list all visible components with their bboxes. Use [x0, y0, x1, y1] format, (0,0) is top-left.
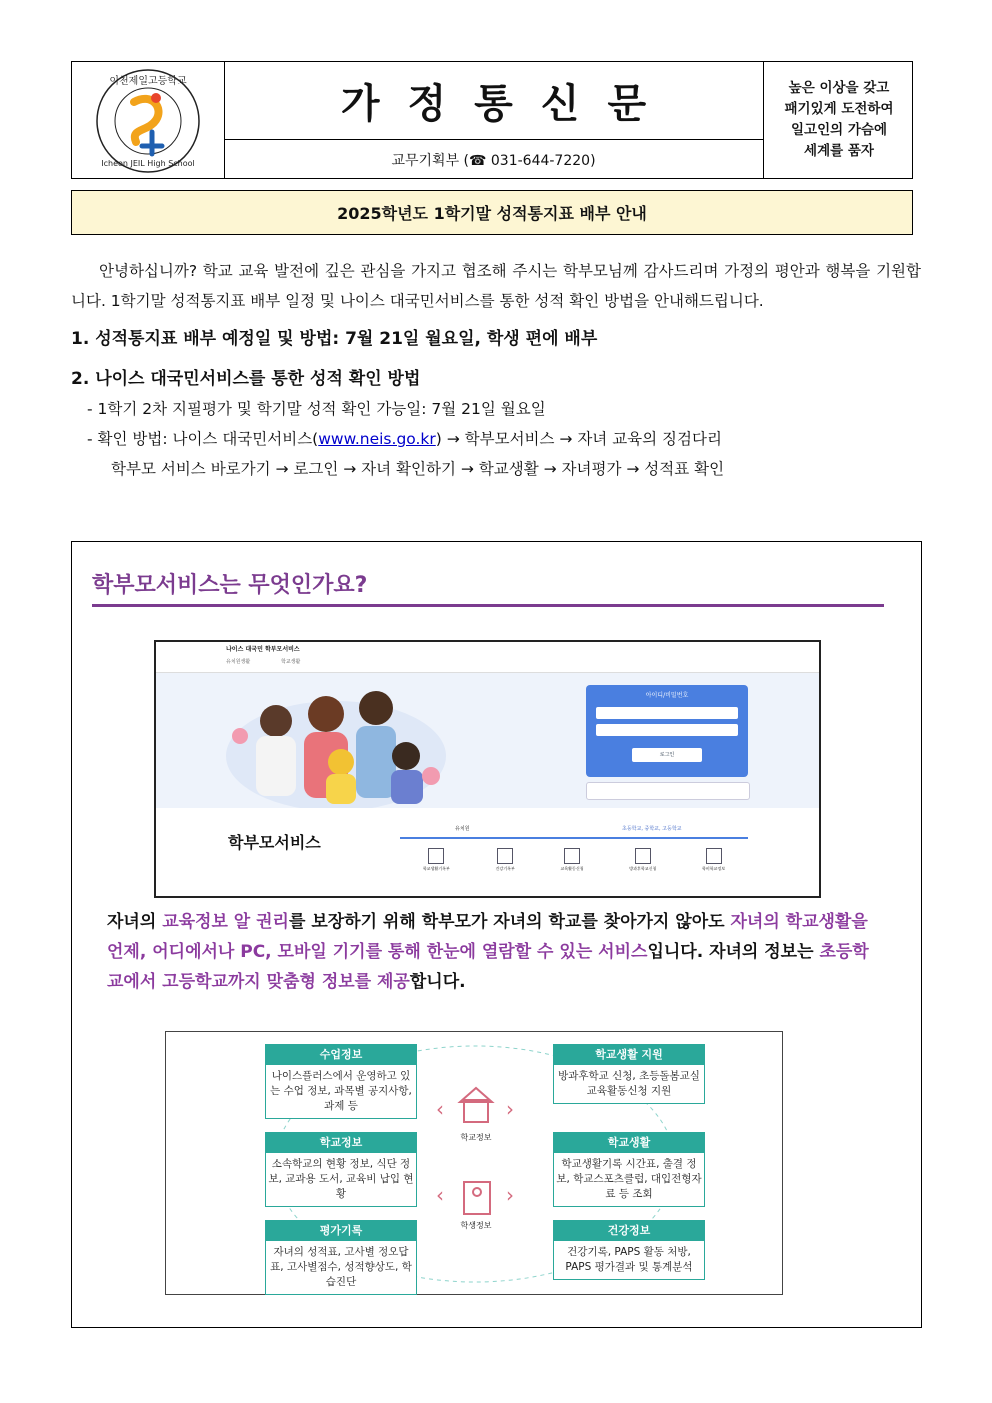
center-label-student: 학생정보 [460, 1221, 492, 1230]
bullet-method-continued: 학부모 서비스 바로가기 → 로그인 → 자녀 확인하기 → 학교생활 → 자녀평가 → 성적표 확인 [111, 460, 725, 478]
service-description [107, 907, 871, 997]
card-school-info: 학교정보 소속학교의 현황 정보, 식단 정보, 교과용 도서, 교육비 납입 현황 [265, 1132, 417, 1207]
id-input[interactable] [596, 707, 738, 719]
desc-text: 입니다. 자녀의 정보는 [647, 942, 820, 962]
svc-icon-4[interactable]: 방과후학교신청 [629, 848, 656, 872]
screenshot-menu-2: 학교생활 [281, 659, 301, 665]
svc-icon-1[interactable]: 학교생활기록부 [423, 848, 450, 872]
login-button[interactable]: 로그인 [632, 748, 702, 762]
password-input[interactable] [596, 724, 738, 736]
desc-text: 를 보장하기 위해 학부모가 자녀의 학교를 찾아가지 않아도 [288, 912, 731, 932]
page-title: 가정통신문 [224, 62, 763, 140]
highlight-text: 초등학교에서 고등학교까지 맞춤형 정보를 제공 [107, 942, 869, 992]
card-school-support: 학교생활 지원 방과후학교 신청, 초등돌봄교실 교육활동신청 지원 [553, 1044, 705, 1104]
svg-text:›: › [506, 1183, 514, 1207]
service-screenshot [154, 640, 821, 898]
svc-icon-5[interactable]: 학비학교정보 [702, 848, 725, 872]
bullet-date: - 1학기 2차 지필평가 및 학기말 성적 확인 가능일: 7월 21일 월요일 [87, 400, 546, 418]
body-text [71, 256, 921, 484]
screenshot-menu-1: 유치원생활 [226, 659, 251, 665]
school-motto: 높은 이상을 갖고 패기있게 도전하여 일고인의 가슴에 세계를 품자 [784, 80, 894, 159]
school-logo [72, 62, 225, 178]
svg-text:‹: ‹ [436, 1183, 444, 1207]
highlight-text: 교육정보 알 권리 [162, 912, 289, 932]
tab-schools[interactable]: 초등학교, 중학교, 고등학교 [622, 826, 682, 832]
tab-kindergarten[interactable]: 유치원 [455, 826, 470, 832]
login-title: 아이디/비밀번호 [645, 692, 689, 699]
neis-link[interactable]: www.neis.go.kr [318, 430, 436, 448]
intro-paragraph: 안녕하십니까? 학교 교육 발전에 깊은 관심을 가지고 협조해 주시는 학부모님께 감사드리며 가정의 평안과 행복을 기원합니다. 1학기말 성적통지표 배부 일정 및 나이스 대국민서비스를 통한 성적 확인 방법을 안내해드립니다. [71, 262, 921, 310]
svg-text:Icheon JEIL High School: Icheon JEIL High School [101, 159, 195, 168]
svc-icon-3[interactable]: 교육활동신청 [560, 848, 583, 872]
card-health: 건강정보 건강기록, PAPS 활동 처방, PAPS 평가결과 및 통계분석 [553, 1220, 705, 1280]
highlight-text: 자녀의 학교생활을 언제, 어디에서나 PC, 모바일 기기를 통해 한눈에 열람할 수 있는 서비스 [107, 912, 868, 962]
svg-text:‹: ‹ [436, 1097, 444, 1121]
info-diagram [165, 1031, 783, 1295]
card-class-info: 수업정보 나이스플러스에서 운영하고 있는 수업 정보, 과목별 공지사항, 과제 등 [265, 1044, 417, 1119]
notice-banner: 2025학년도 1학기말 성적통지표 배부 안내 [71, 190, 913, 235]
svc-icon-2[interactable]: 건강기록부 [496, 848, 515, 872]
desc-text: 자녀의 [107, 912, 163, 932]
alt-login-bar [586, 782, 750, 800]
department-contact: 교무기획부 (☎ 031-644-7220) [391, 153, 596, 169]
card-school-life: 학교생활 학교생활기록 시간표, 출결 정보, 학교스포츠클럽, 대입전형자료 등 조회 [553, 1132, 705, 1207]
desc-text: 합니다. [409, 972, 466, 992]
section-title: 학부모서비스는 무엇인가요? [92, 573, 368, 598]
center-label-school: 학교정보 [460, 1133, 492, 1142]
service-name: 학부모서비스 [228, 833, 321, 852]
header-table [71, 61, 913, 179]
item-2-heading: 2. 나이스 대국민서비스를 통한 성적 확인 방법 [71, 369, 421, 389]
item-1-heading: 1. 성적통지표 배부 예정일 및 방법: 7월 21일 월요일, 학생 편에 배부 [71, 329, 598, 349]
section-divider [92, 604, 884, 607]
svg-text:이천제일고등학교: 이천제일고등학교 [109, 76, 187, 87]
bullet-method: - 확인 방법: 나이스 대국민서비스(www.neis.go.kr) → 학부모서비스 → 자녀 교육의 징검다리 [87, 430, 722, 448]
login-panel [586, 685, 748, 777]
svg-text:›: › [506, 1097, 514, 1121]
card-evaluation: 평가기록 자녀의 성적표, 고사별 정오답표, 고사별점수, 성적향상도, 학습진단 [265, 1220, 417, 1295]
screenshot-brand: 나이스 대국민 학부모서비스 [226, 646, 300, 653]
family-illustration [216, 676, 456, 808]
